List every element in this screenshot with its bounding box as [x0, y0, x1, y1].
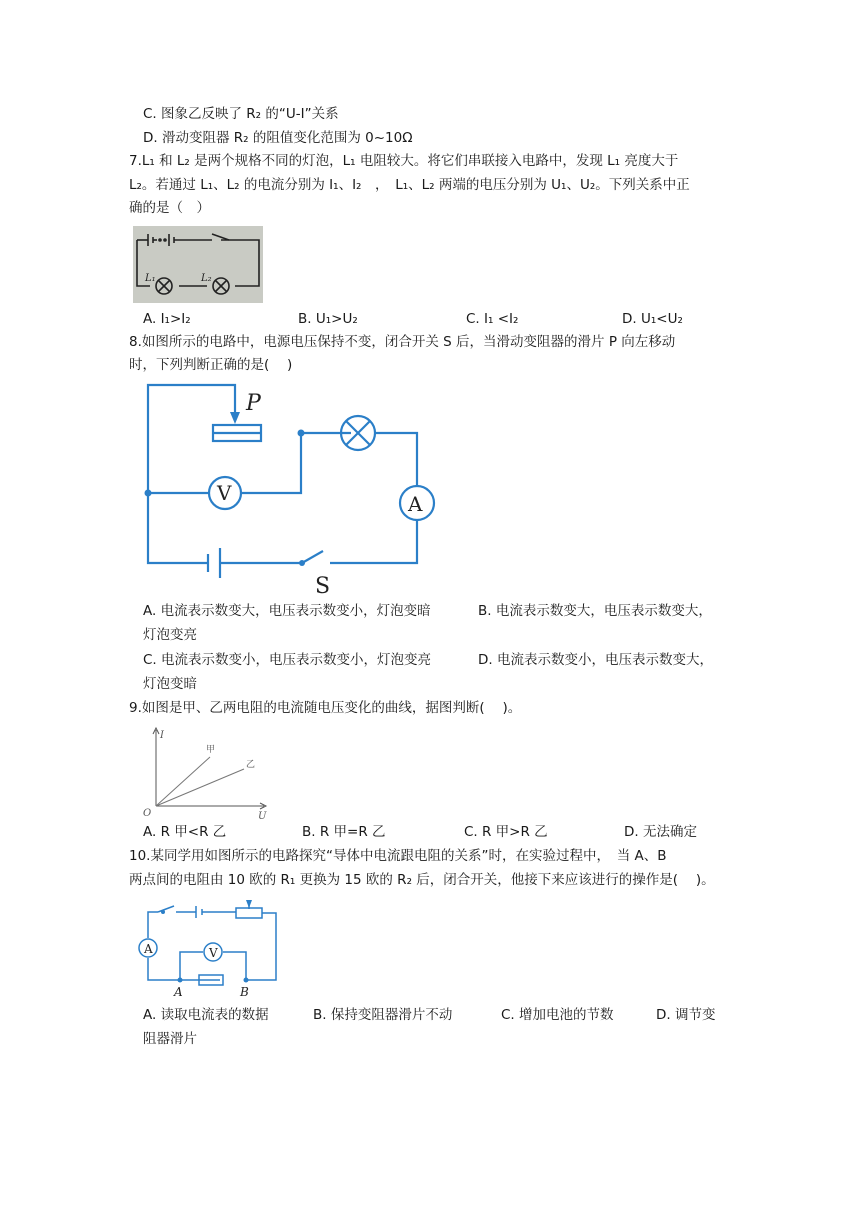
q7-stem-line1: 7.L₁ 和 L₂ 是两个规格不同的灯泡，L₁ 电阻较大。将它们串联接入电路中，发现 L₁ 亮度大于 — [129, 153, 679, 169]
q10-label-point-a: A — [174, 985, 183, 999]
q6-option-d: D. 滑动变阻器 R₂ 的阻值变化范围为 0~10Ω — [143, 130, 413, 146]
q7-option-c: C. I₁ <I₂ — [466, 311, 519, 327]
q7-stem-line3: 确的是（ ） — [129, 200, 210, 216]
q10-option-c: C. 增加电池的节数 — [501, 1007, 614, 1023]
q9-option-c: C. R 甲>R 乙 — [464, 824, 548, 840]
q8-option-d: D. 电流表示数变小，电压表示数变大， — [478, 652, 713, 668]
q9-axis-u: U — [258, 811, 267, 822]
q10-label-voltmeter: V — [209, 946, 218, 960]
q7-label-l1: L₁ — [145, 273, 156, 284]
q9-option-d: D. 无法确定 — [624, 824, 697, 840]
q8-label-a: A — [408, 492, 423, 516]
q9-label-yi: 乙 — [246, 760, 256, 770]
q9-option-b: B. R 甲=R 乙 — [302, 824, 386, 840]
q10-circuit-figure — [132, 896, 282, 1000]
q8-stem-line2: 时，下列判断正确的是( ) — [129, 357, 293, 373]
q9-iu-graph — [140, 724, 272, 822]
q9-origin: O — [143, 808, 152, 819]
q6-option-c: C. 图象乙反映了 R₂ 的“U-I”关系 — [143, 106, 339, 122]
q10-stem-line2: 两点间的电阻由 10 欧的 R₁ 更换为 15 欧的 R₂ 后，闭合开关，他接下来应该进行的操作是( )。 — [129, 872, 715, 888]
q10-label-ammeter: A — [144, 942, 153, 956]
q10-option-d-cont: 阻器滑片 — [143, 1031, 197, 1047]
q8-label-p: P — [246, 391, 261, 416]
q7-option-a: A. I₁>I₂ — [143, 311, 191, 327]
q10-stem-line1: 10.某同学用如图所示的电路探究“导体中电流跟电阻的关系”时，在实验过程中， 当 A、B — [129, 848, 667, 864]
q7-circuit-figure — [133, 226, 265, 304]
q8-option-c: C. 电流表示数变小，电压表示数变小，灯泡变亮 — [143, 652, 432, 668]
q10-option-a: A. 读取电流表的数据 — [143, 1007, 269, 1023]
q9-label-jia: 甲 — [206, 745, 216, 755]
q9-stem-line1: 9.如图是甲、乙两电阻的电流随电压变化的曲线，据图判断( )。 — [129, 700, 522, 716]
q8-label-s: S — [315, 574, 331, 599]
q10-option-b: B. 保持变阻器滑片不动 — [313, 1007, 453, 1023]
q8-option-b: B. 电流表示数变大，电压表示数变大， — [478, 603, 712, 619]
q8-label-v: V — [217, 481, 232, 505]
q8-option-d-cont: 灯泡变暗 — [143, 676, 197, 692]
q8-option-b-cont: 灯泡变亮 — [143, 627, 197, 643]
q7-label-l2: L₂ — [201, 273, 212, 284]
q8-circuit-figure — [140, 380, 440, 600]
q8-option-a: A. 电流表示数变大，电压表示数变小，灯泡变暗 — [143, 603, 431, 619]
q10-option-d: D. 调节变 — [656, 1007, 716, 1023]
q7-option-b: B. U₁>U₂ — [298, 311, 358, 327]
q9-axis-i: I — [160, 730, 164, 741]
q9-option-a: A. R 甲<R 乙 — [143, 824, 227, 840]
q7-option-d: D. U₁<U₂ — [622, 311, 683, 327]
q8-stem-line1: 8.如图所示的电路中，电源电压保持不变，闭合开关 S 后，当滑动变阻器的滑片 P 向左移动 — [129, 334, 676, 350]
q7-stem-line2: L₂。若通过 L₁、L₂ 的电流分别为 I₁、I₂ ， L₁、L₂ 两端的电压分别为 U₁、U₂。下列关系中正 — [129, 177, 690, 193]
q10-label-point-b: B — [240, 985, 249, 999]
